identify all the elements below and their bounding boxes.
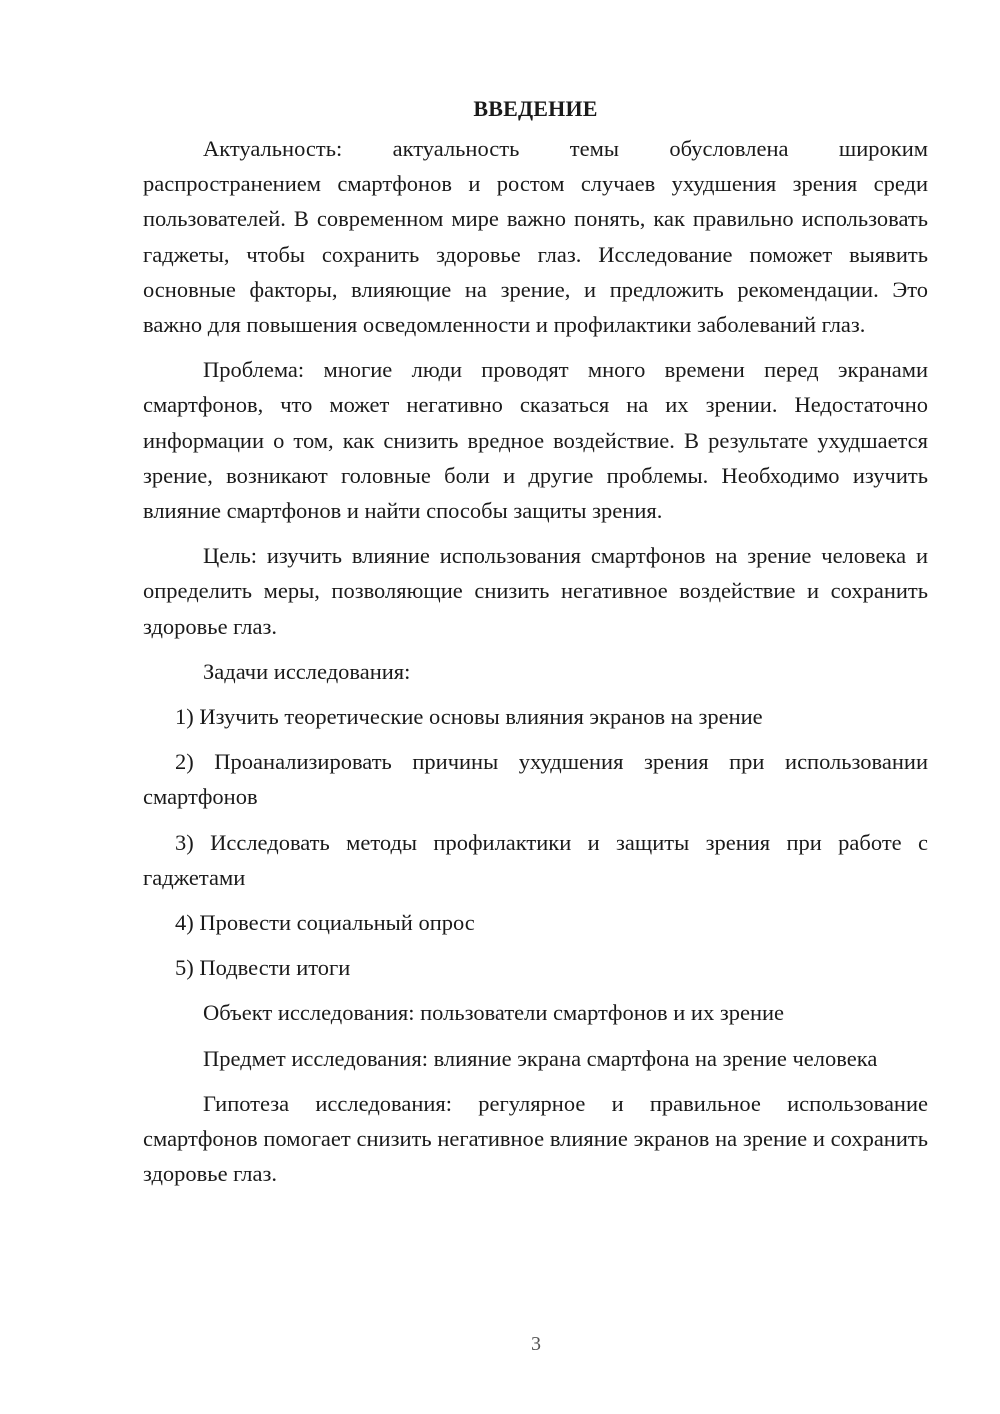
task-item: 5) Подвести итоги — [175, 955, 351, 981]
task-item: 4) Провести социальный опрос — [175, 910, 475, 936]
paragraph-subject: Предмет исследования: влияние экрана смартфона на зрение человека — [203, 1045, 878, 1071]
paragraph-hypothesis: Гипотеза исследования: регулярное и правильное использование смартфонов помогает снизить негативное влияние экранов на зрение и сохранить здоровье глаз. — [143, 1090, 928, 1187]
task-item: 1) Изучить теоретические основы влияния экранов на зрение — [175, 704, 763, 730]
task-item: 3) Исследовать методы профилактики и защиты зрения при работе с гаджетами — [143, 829, 928, 890]
paragraph-relevance: Актуальность: актуальность темы обусловлена широким распространением смартфонов и ростом случаев ухудшения зрения среди пользователей. В современном мире важно понять, как правильно использовать гаджеты, чтобы сохранить здоровье глаз. Исследование поможет выявить основные факторы, влияющие на зрение, и предложить рекомендации. Это важно для повышения осведомленности и профилактики заболеваний глаз. — [143, 136, 928, 338]
paragraph-tasks-heading: Задачи исследования: — [203, 658, 411, 684]
paragraph-goal: Цель: изучить влияние использования смартфонов на зрение человека и определить меры, позволяющие снизить негативное воздействие и сохранить здоровье глаз. — [143, 543, 928, 639]
section-title: ВВЕДЕНИЕ — [473, 96, 598, 121]
page-number: 3 — [531, 1333, 541, 1355]
task-item: 2) Проанализировать причины ухудшения зрения при использовании смартфонов — [143, 749, 928, 810]
paragraph-object: Объект исследования: пользователи смартфонов и их зрение — [203, 1000, 785, 1026]
paragraph-problem: Проблема: многие люди проводят много времени перед экранами смартфонов, что может негативно сказаться на их зрении. Недостаточно информации о том, как снизить вредное воздействие. В результате ухудшается зрение, возникают головные боли и другие проблемы. Необходимо изучить влияние смартфонов и найти способы защиты зрения. — [143, 357, 928, 524]
